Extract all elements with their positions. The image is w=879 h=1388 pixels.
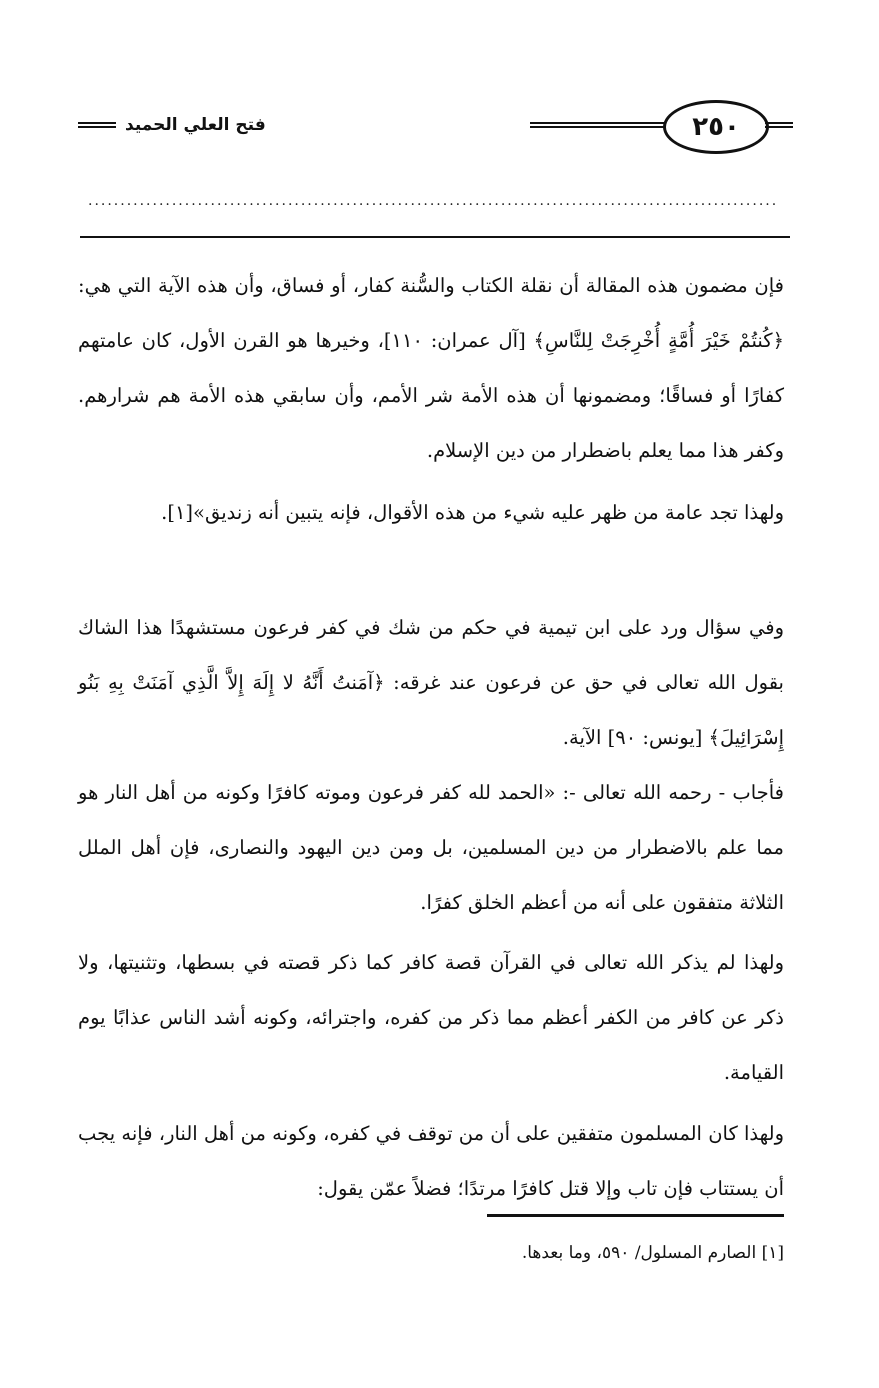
- header-right-rule: [530, 122, 665, 128]
- page-number-oval: [663, 100, 769, 154]
- paragraph-1: فإن مضمون هذه المقالة أن نقلة الكتاب والسُّنة كفار، أو فساق، وأن هذه الآية التي هي: ﴿كُنتُمْ خَيْرَ أُمَّةٍ أُخْرِجَتْ لِلنَّاسِ﴾ [آل عمران: ١١٠]، وخيرها هو القرن الأول، كان عامتهم كفارًا أو فساقًا؛ ومضمونها أن هذه الأمة شر الأمم، وأن سابقي هذه الأمة هم شرارهم. وكفر هذا مما يعلم باضطرار من دين الإسلام.: [78, 274, 784, 462]
- paragraph-2: ولهذا تجد عامة من ظهر عليه شيء من هذه الأقوال، فإنه يتبين أنه زنديق»[١].: [161, 501, 784, 524]
- paragraph-4: فأجاب - رحمه الله تعالى -: «الحمد لله كفر فرعون وموته كافرًا وكونه من أهل النار هو مما علم بالاضطرار من دين المسلمين، بل ومن دين اليهود والنصارى، فإن أهل الملل الثلاثة متفقون على أنه من أعظم الخلق كفرًا.: [78, 781, 784, 914]
- header-left-rule: [78, 122, 116, 128]
- page-number: ٢٥٠: [692, 112, 740, 142]
- paragraph-5: ولهذا لم يذكر الله تعالى في القرآن قصة كافر كما ذكر قصته في بسطها، وتثنيتها، ولا ذكر عن كافر من الكفر أعظم مما ذكر من كفره، واجترائه، وكونه أشد الناس عذابًا يوم القيامة.: [78, 951, 784, 1084]
- running-header-title: فتح العلي الحميد: [125, 115, 266, 135]
- paragraph-3: وفي سؤال ورد على ابن تيمية في حكم من شك في كفر فرعون مستشهدًا هذا الشاك بقول الله تعالى في حق عن فرعون عند غرقه: ﴿آمَنتُ أَنَّهُ لا إِلَهَ إِلاَّ الَّذِي آمَنَتْ بِهِ بَنُو إِسْرَائِيلَ﴾ [يونس: ٩٠] الآية.: [78, 616, 784, 749]
- header-edge-rule: [765, 122, 793, 128]
- paragraph-6: ولهذا كان المسلمون متفقين على أن من توقف في كفره، وكونه من أهل النار، فإنه يجب أن يستتاب فإن تاب وإلا قتل كافرًا مرتدًا؛ فضلاً عمّن يقول:: [78, 1122, 784, 1200]
- footnote-rule: [487, 1214, 784, 1217]
- footnote: [١] الصارم المسلول/ ٥٩٠، وما بعدها.: [521, 1243, 784, 1263]
- content-top-rule: [80, 236, 790, 238]
- dotted-separator: ...........................................................................................................: [88, 193, 779, 209]
